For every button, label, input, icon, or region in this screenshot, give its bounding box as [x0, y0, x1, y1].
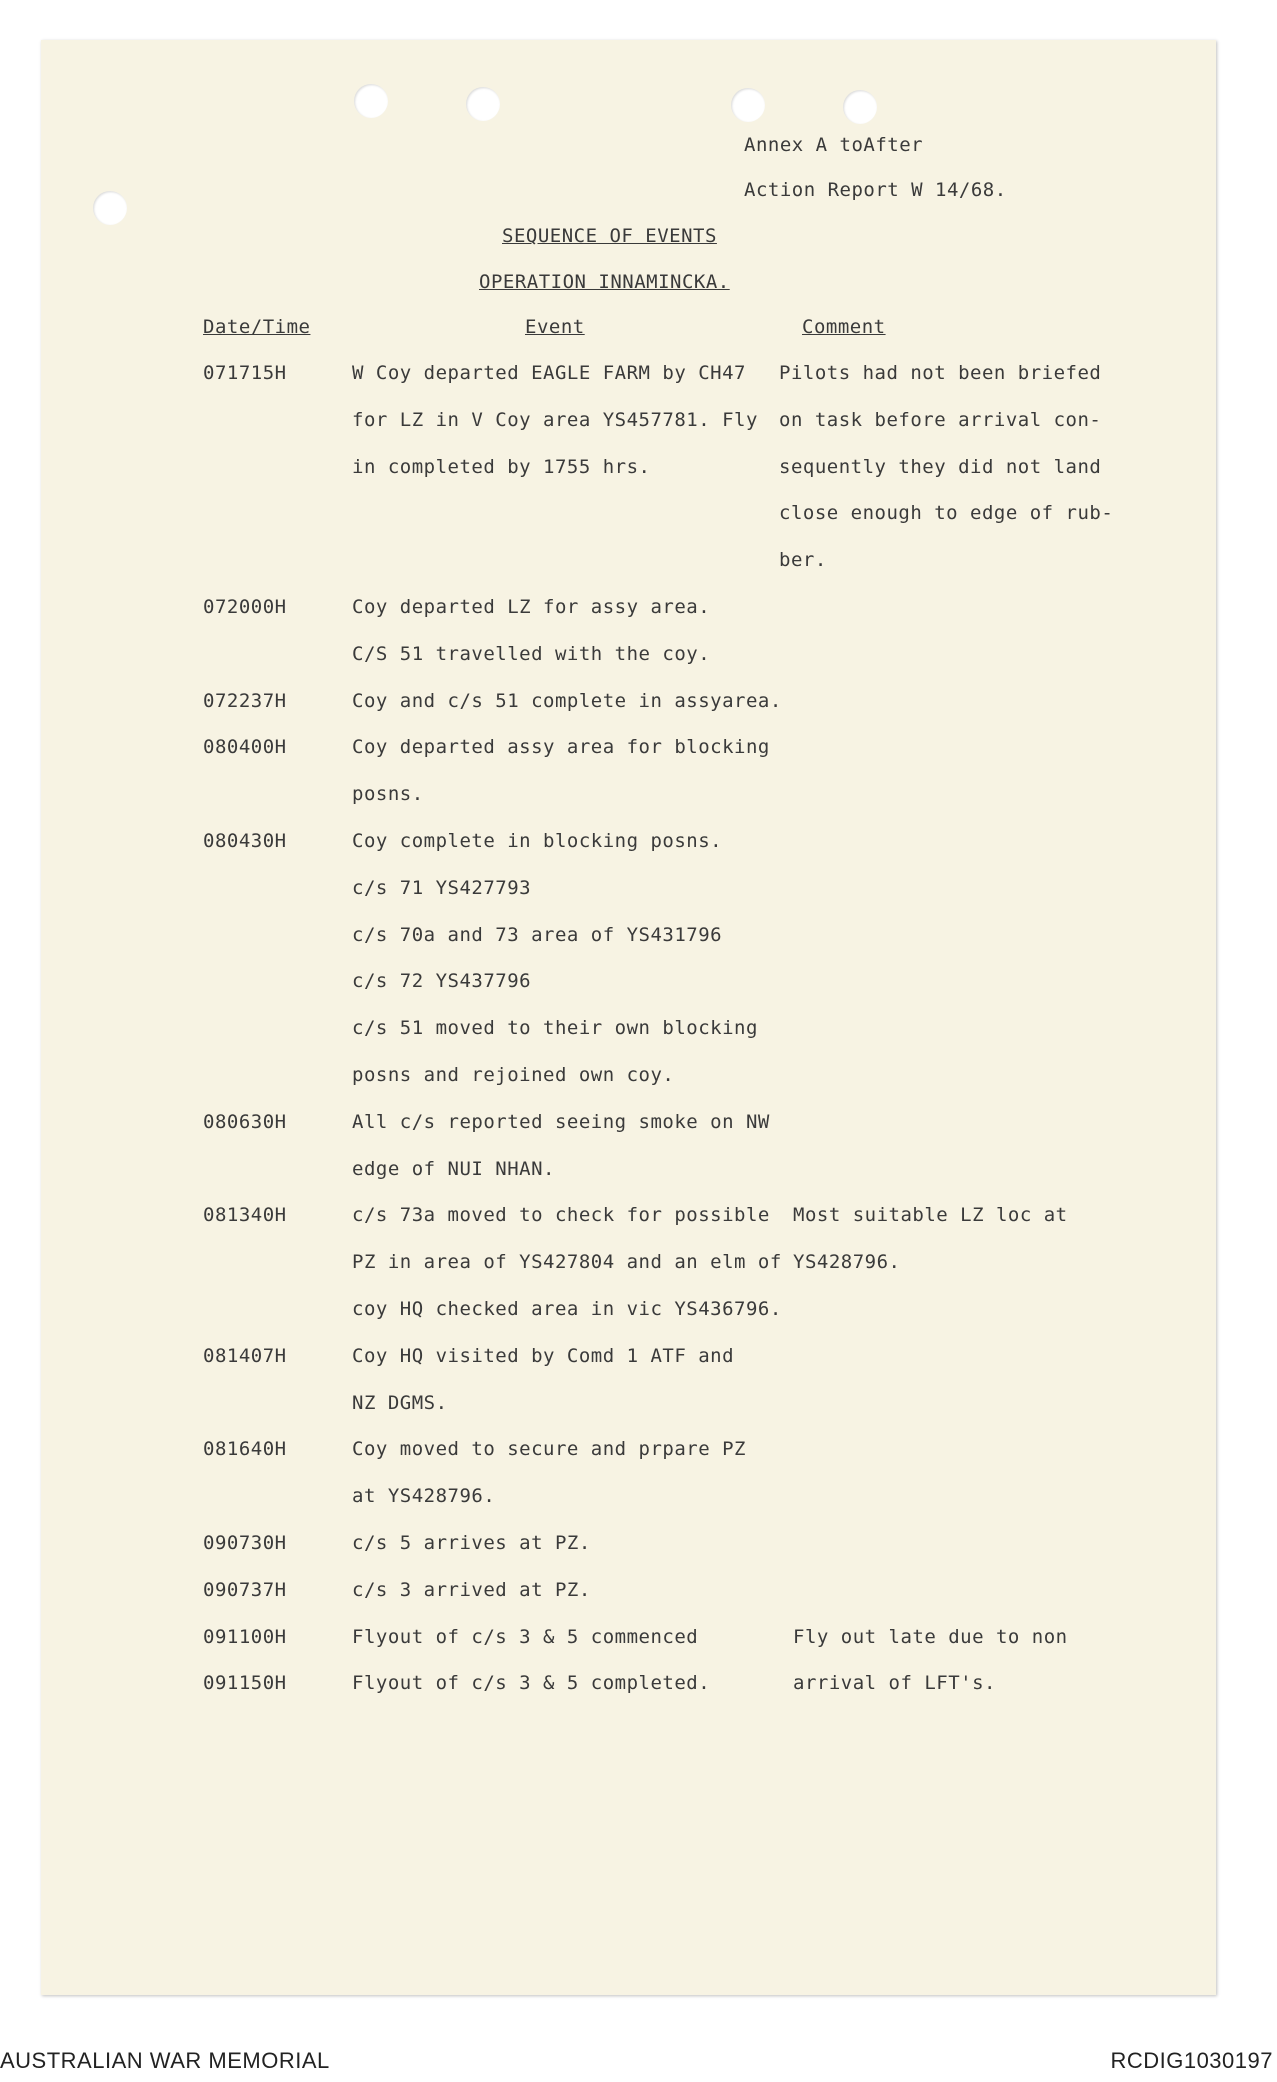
entry-event-line: edge of NUI NHAN. — [352, 1157, 555, 1180]
operation-heading: OPERATION INNAMINCKA. — [479, 271, 730, 293]
entry-event-line: C/S 51 travelled with the coy. — [352, 642, 711, 665]
column-header-comment: Comment — [802, 316, 886, 338]
entry-event-line: c/s 51 moved to their own blocking — [352, 1017, 758, 1040]
entry-time: 081640H — [203, 1438, 287, 1461]
entry-event-line: Coy departed assy area for blocking — [352, 736, 770, 759]
entry-event-line: Coy complete in blocking posns. — [352, 830, 723, 852]
document-page — [41, 40, 1216, 1995]
entry-event-line: W Coy departed EAGLE FARM by CH47 — [352, 362, 746, 384]
entry-event-line: c/s 3 arrived at PZ. — [352, 1578, 591, 1601]
punch-hole — [843, 90, 877, 124]
entry-time: 080630H — [203, 1110, 287, 1133]
column-header-event: Event — [525, 316, 585, 338]
entry-comment-line: Fly out late due to non — [793, 1625, 1068, 1648]
footer-right: RCDIG1030197 — [1110, 2048, 1273, 2073]
punch-hole — [93, 191, 127, 225]
entry-comment-line: close enough to edge of rub- — [779, 502, 1114, 525]
entry-event-line: Coy HQ visited by Comd 1 ATF and — [352, 1344, 735, 1367]
entry-event-line: Coy and c/s 51 complete in assyarea. — [352, 689, 782, 712]
entry-time: 090730H — [203, 1532, 287, 1554]
entry-event-line: coy HQ checked area in vic YS436796. — [352, 1298, 782, 1320]
footer-left: AUSTRALIAN WAR MEMORIAL — [0, 2048, 330, 2073]
entry-time: 080400H — [203, 736, 287, 759]
entry-time: 072000H — [203, 596, 287, 618]
entry-event-line: c/s 70a and 73 area of YS431796 — [352, 923, 723, 946]
entry-comment-line: on task before arrival con- — [779, 408, 1102, 431]
entry-event-line: All c/s reported seeing smoke on NW — [352, 1110, 770, 1133]
entry-time: 072237H — [203, 689, 287, 712]
annex-line: Annex A toAfter — [744, 134, 924, 156]
entry-event-line: in completed by 1755 hrs. — [352, 455, 651, 478]
entry-event-line: c/s 73a moved to check for possible — [352, 1204, 770, 1227]
entry-event-line: PZ in area of YS427804 and an elm of — [352, 1251, 782, 1274]
entry-event-line: c/s 71 YS427793 — [352, 876, 532, 899]
punch-hole — [354, 84, 388, 118]
column-header-date: Date/Time — [203, 316, 311, 338]
entry-comment-line: sequently they did not land — [779, 455, 1102, 478]
entry-event-line: posns. — [352, 783, 424, 806]
entry-event-line: Coy moved to secure and prpare PZ — [352, 1438, 746, 1461]
entry-time: 081340H — [203, 1204, 287, 1227]
entry-event-line: Flyout of c/s 3 & 5 commenced — [352, 1625, 699, 1648]
entry-comment-line: Pilots had not been briefed — [779, 362, 1102, 384]
entry-event-line: at YS428796. — [352, 1485, 496, 1508]
entry-comment-line: arrival of LFT's. — [793, 1672, 996, 1695]
entry-event-line: Coy departed LZ for assy area. — [352, 596, 711, 618]
entry-event-line: NZ DGMS. — [352, 1391, 448, 1414]
entry-comment-line: YS428796. — [793, 1251, 901, 1274]
entry-time: 090737H — [203, 1578, 287, 1601]
entry-time: 091100H — [203, 1625, 287, 1648]
entry-event-line: c/s 72 YS437796 — [352, 970, 532, 993]
entry-event-line: Flyout of c/s 3 & 5 completed. — [352, 1672, 711, 1695]
entry-time: 091150H — [203, 1672, 287, 1695]
punch-hole — [466, 87, 500, 121]
punch-hole — [731, 88, 765, 122]
sequence-heading: SEQUENCE OF EVENTS — [502, 225, 717, 247]
report-line: Action Report W 14/68. — [744, 179, 1007, 201]
entry-event-line: posns and rejoined own coy. — [352, 1064, 675, 1086]
entry-time: 080430H — [203, 830, 287, 852]
entry-comment-line: ber. — [779, 549, 827, 572]
entry-event-line: c/s 5 arrives at PZ. — [352, 1532, 591, 1554]
entry-comment-line: Most suitable LZ loc at — [793, 1204, 1068, 1227]
entry-time: 081407H — [203, 1344, 287, 1367]
entry-time: 071715H — [203, 362, 287, 384]
entry-event-line: for LZ in V Coy area YS457781. Fly — [352, 408, 758, 431]
